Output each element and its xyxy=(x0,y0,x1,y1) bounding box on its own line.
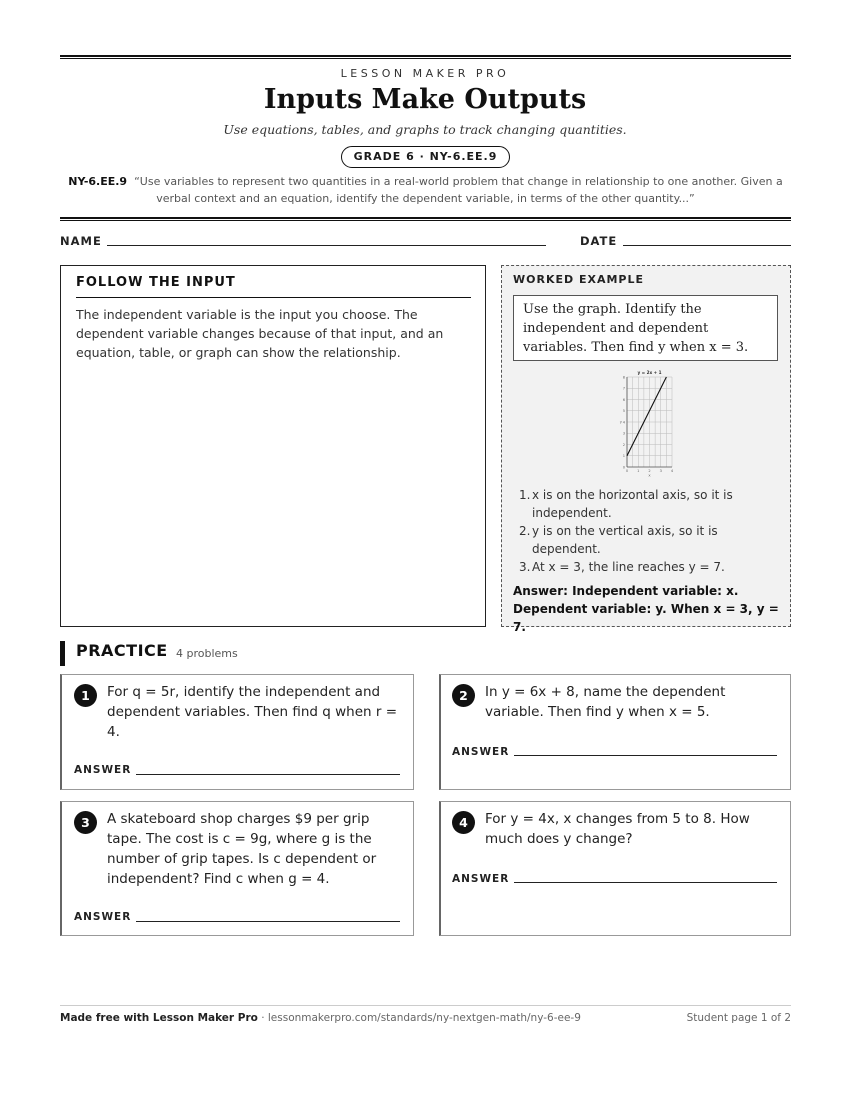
answer-field[interactable] xyxy=(136,774,400,775)
graph-y-tick-label: 5 xyxy=(622,409,625,414)
problem-number-badge: 1 xyxy=(74,684,97,707)
graph-series-line xyxy=(627,377,666,456)
problem-text: A skateboard shop charges $9 per grip tape. The cost is c = 9g, where g is the number of grip tapes. Is c dependent or independent? Find c when g = 4. xyxy=(107,811,377,887)
answer-label: ANSWER xyxy=(452,746,510,758)
header-bottom-rule xyxy=(60,217,791,221)
worked-example-heading: WORKED EXAMPLE xyxy=(513,273,644,286)
graph-x-axis-label: x xyxy=(648,472,651,478)
follow-body: The independent variable is the input you choose. The dependent variable changes because of that input, and an equation, table, or graph can show the relationship. xyxy=(76,307,444,360)
worked-example-graph xyxy=(612,367,678,479)
graph-y-tick-label: 2 xyxy=(622,442,625,447)
standard-statement xyxy=(60,173,791,207)
standard-code: NY-6.EE.9 xyxy=(68,175,128,188)
answer-field[interactable] xyxy=(514,755,777,756)
standard-text: “Use variables to represent two quantities in a real-world problem that change in relationship to one another. Given a verbal context and an equation, identify the dependent variable, in terms of the other quantity...” xyxy=(134,175,783,205)
graph-x-tick-label: 1 xyxy=(637,469,640,473)
practice-count: 4 problems xyxy=(176,647,238,660)
graph-x-tick-label: 2 xyxy=(648,469,651,473)
worked-step: 1. x is on the horizontal axis, so it is independent. xyxy=(519,488,733,520)
graph-y-tick-label: 4 xyxy=(622,420,625,425)
follow-heading: FOLLOW THE INPUT xyxy=(76,275,471,298)
grade-standard-badge: GRADE 6 · NY-6.EE.9 xyxy=(341,146,510,168)
answer-label: ANSWER xyxy=(452,873,510,885)
brand-label: LESSON MAKER PRO xyxy=(340,67,510,80)
worked-example-prompt: Use the graph. Identify the independent and dependent variables. Then find y when x = 3. xyxy=(513,295,778,361)
graph-y-tick-label: 3 xyxy=(622,431,625,436)
name-label: NAME xyxy=(60,234,102,248)
graph-x-tick-label: 0 xyxy=(625,469,629,473)
problem-number-badge: 3 xyxy=(74,811,97,834)
footer-page-number: Student page 1 of 2 xyxy=(686,1012,791,1024)
practice-heading: PRACTICE xyxy=(76,641,168,660)
problem-number-badge: 2 xyxy=(452,684,475,707)
practice-accent-bar xyxy=(60,641,65,666)
worked-step: 2. y is on the vertical axis, so it is dependent. xyxy=(519,524,718,556)
answer-field[interactable] xyxy=(514,882,777,883)
problem-text: For y = 4x, x changes from 5 to 8. How much does y change? xyxy=(485,811,750,847)
graph-x-tick-label: 3 xyxy=(659,469,662,473)
answer-label: ANSWER xyxy=(74,911,132,923)
problem-number-badge: 4 xyxy=(452,811,475,834)
problem-text: In y = 6x + 8, name the dependent variable. Then find y when x = 5. xyxy=(485,684,726,720)
graph-equation-label: y = 2x + 1 xyxy=(637,370,662,375)
graph-x-tick-label: 4 xyxy=(670,469,674,473)
problem-text: For q = 5r, identify the independent and dependent variables. Then find q when r = 4. xyxy=(107,684,398,740)
worked-steps xyxy=(513,486,773,576)
graph-y-tick-label: 7 xyxy=(622,386,625,391)
date-field[interactable] xyxy=(623,245,791,246)
footer-rule xyxy=(60,1005,791,1006)
answer-label: ANSWER xyxy=(74,764,132,776)
graph-y-tick-label: 1 xyxy=(622,454,625,459)
worked-answer: Answer: Independent variable: x. Dependent variable: y. When x = 3, y = 7. xyxy=(513,584,779,634)
footer-made-with: Made free with Lesson Maker Pro xyxy=(60,1012,258,1024)
page-title: Inputs Make Outputs xyxy=(263,84,587,115)
name-field[interactable] xyxy=(107,245,546,246)
date-label: DATE xyxy=(580,234,618,248)
footer-url[interactable]: · lessonmakerpro.com/standards/ny-nextgen-math/ny-6-ee-9 xyxy=(257,1012,581,1024)
answer-field[interactable] xyxy=(136,921,400,922)
graph-y-tick-label: 6 xyxy=(622,397,625,402)
graph-y-tick-label: 0 xyxy=(622,465,625,470)
footer-credit xyxy=(60,1012,581,1024)
page-subtitle: Use equations, tables, and graphs to track changing quantities. xyxy=(223,122,627,137)
graph-y-tick-label: 8 xyxy=(622,375,625,380)
worked-step: 3. At x = 3, the line reaches y = 7. xyxy=(519,560,725,574)
graph-y-axis-label: y xyxy=(619,419,622,424)
top-rule xyxy=(60,55,791,59)
